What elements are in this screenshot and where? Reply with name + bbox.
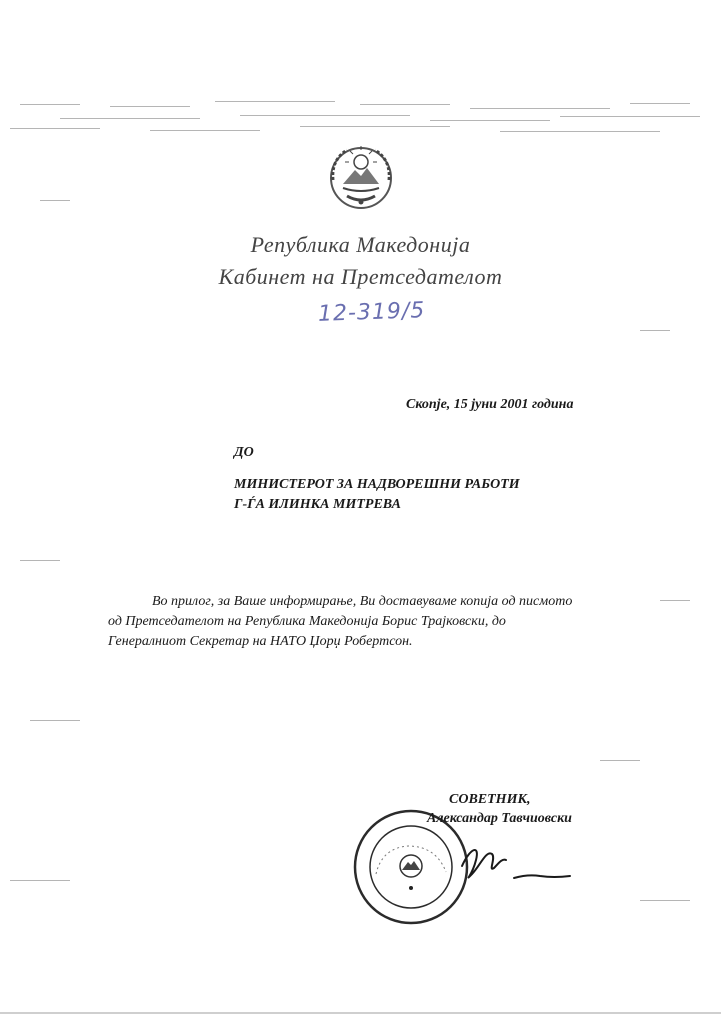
body-line-2: од Претседателот на Република Македонија Борис Трајковски, до: [108, 614, 506, 629]
recipient-line-2: Г-ЃА ИЛИНКА МИТРЕВА: [234, 497, 401, 512]
body-line-3: Генералниот Секретар на НАТО Џорџ Робертсон.: [108, 634, 413, 649]
handwritten-signature: [458, 830, 578, 900]
body-line-1: Во прилог, за Ваше информирање, Ви доставуваме копија од писмото: [152, 594, 573, 609]
letter-body: [108, 592, 618, 652]
header-country: Република Македонија: [250, 232, 471, 257]
coat-of-arms-icon: [323, 138, 399, 214]
header-office: Кабинет на Претседателот: [218, 264, 503, 289]
signature-title: СОВЕТНИК,: [449, 792, 531, 807]
reference-number: 12-319/5: [317, 298, 426, 327]
recipient-to-label: ДО: [234, 445, 254, 460]
signatory-name: Александар Тавчиовски: [427, 811, 572, 826]
recipient-line-1: МИНИСТЕРОТ ЗА НАДВОРЕШНИ РАБОТИ: [234, 477, 520, 492]
dateline: Скопје, 15 јуни 2001 година: [406, 397, 574, 412]
